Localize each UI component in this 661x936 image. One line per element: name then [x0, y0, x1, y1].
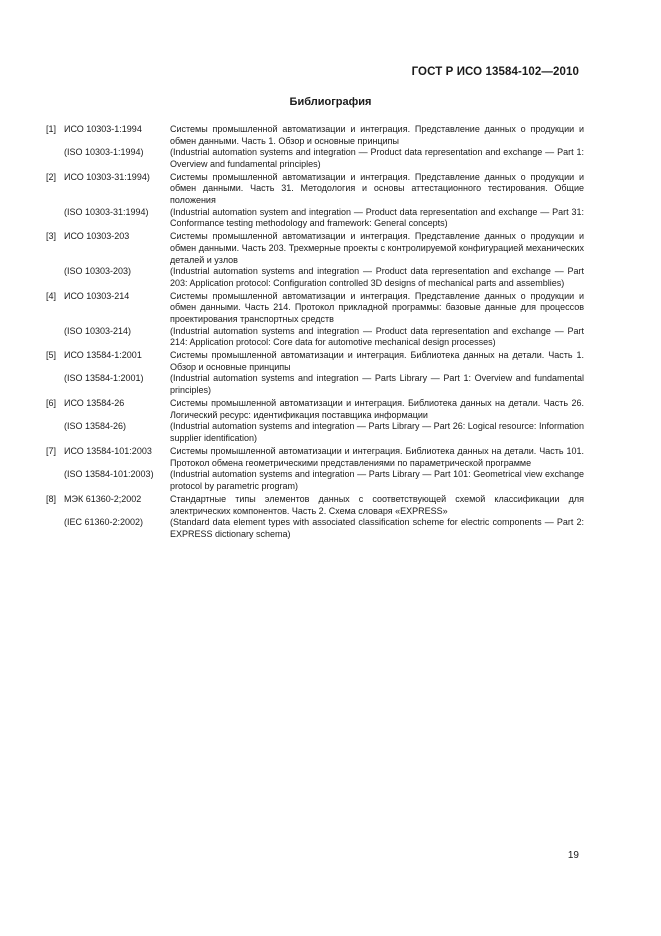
- entry-number: [2]: [46, 171, 57, 182]
- entry-title-en: (Industrial automation systems and integration — Product data representation and exchange — Part 1: Overview and fundamental principles): [170, 147, 584, 169]
- bibliography-entry: [46, 446, 584, 492]
- entry-code: ИСО 10303-203: [64, 231, 130, 242]
- entry-title-en: (Industrial automation systems and integration — Product data representation and exchange — Part 214: Application protocol: Core data for automotive mechanical design processes): [170, 325, 584, 348]
- bibliography-entry: [46, 172, 584, 230]
- standard-designation: ГОСТ Р ИСО 13584-102—2010: [411, 66, 579, 78]
- entry-title-ru: Системы промышленной автоматизации и интеграция. Библиотека данных на детали. Часть 26. Логический ресурс: идентификация поставщика информации: [170, 398, 584, 420]
- entry-title-en: (Standard data element types with associated classification scheme for electric components — Part 2: EXPRESS dictionary schema): [170, 517, 584, 539]
- entry-code: ИСО 13584-26: [64, 398, 125, 409]
- entry-original-code: (ISO 13584-26): [64, 421, 127, 432]
- entry-code: ИСО 10303-31:1994): [64, 171, 150, 182]
- entry-title-en: (Industrial automation systems and integration — Parts Library — Part 1: Overview and fundamental principles): [170, 373, 584, 396]
- bibliography-entry: [46, 494, 584, 540]
- entry-number: [7]: [46, 446, 57, 457]
- entry-number: [6]: [46, 398, 57, 409]
- entry-title-en: (Industrial automation system and integration — Product data representation and exchange — Part 31: Conformance testing methodology and framework: General concepts): [170, 206, 584, 229]
- bibliography-entry: [46, 398, 584, 444]
- bibliography-list: [46, 124, 584, 542]
- bibliography-entry: [46, 124, 584, 170]
- entry-number: [3]: [46, 231, 57, 242]
- entry-code: МЭК 61360-2;2002: [64, 493, 142, 504]
- entry-title-ru: Системы промышленной автоматизации и интеграция. Представление данных о продукции и обмен данными. Часть 203. Трехмерные проекты с контролируемой конфигурацией механических деталей и узлов: [170, 231, 584, 265]
- entry-original-code: (ISO 13584-101:2003): [64, 469, 154, 480]
- entry-number: [1]: [46, 124, 57, 134]
- entry-original-code: (ISO 13584-1:2001): [64, 373, 144, 384]
- entry-original-code: (ISO 10303-1:1994): [64, 147, 144, 158]
- entry-number: [5]: [46, 350, 57, 361]
- bibliography-entry: [46, 291, 584, 349]
- entry-title-ru: Системы промышленной автоматизации и интеграция. Библиотека данных на детали. Часть 1. Обзор и основные принципы: [170, 350, 584, 372]
- entry-title-ru: Системы промышленной автоматизации и интеграция. Представление данных о продукции и обмен данными. Часть 1. Обзор и основные принципы: [170, 124, 584, 146]
- entry-title-ru: Системы промышленной автоматизации и интеграция. Представление данных о продукции и обмен данными. Часть 214. Протокол прикладной программы: базовые данные для процессов проектирования транспортных средств: [170, 290, 584, 324]
- entry-original-code: (ISO 10303-31:1994): [64, 206, 149, 217]
- entry-title-ru: Системы промышленной автоматизации и интеграция. Библиотека данных на детали. Часть 101. Протокол обмена геометрическими представлениями по параметрической программе: [170, 446, 584, 468]
- entry-title-ru: Системы промышленной автоматизации и интеграция. Представление данных о продукции и обмен данными. Часть 31. Методология и основы аттестационного тестирования. Общие положения: [170, 171, 584, 206]
- page-number: 19: [567, 850, 579, 861]
- entry-code: ИСО 13584-1:2001: [64, 350, 142, 361]
- bibliography-entry: [46, 231, 584, 289]
- entry-number: [8]: [46, 493, 57, 504]
- entry-title-ru: Стандартные типы элементов данных с соответствующей схемой классификации для электрических компонентов. Часть 2. Схема словаря «EXPRESS»: [170, 493, 584, 516]
- page-title: Библиография: [289, 96, 372, 108]
- entry-title-en: (Industrial automation systems and integration — Product data representation and exchange — Part 203: Application protocol: Configuration controlled 3D designs of mechanical parts and assemblies): [170, 266, 584, 288]
- entry-number: [4]: [46, 290, 57, 301]
- entry-original-code: (IEC 61360-2:2002): [64, 517, 144, 528]
- entry-code: ИСО 10303-214: [64, 290, 130, 301]
- entry-title-en: (Industrial automation systems and integration — Parts Library — Part 101: Geometrical view exchange protocol by parametric program): [170, 469, 584, 491]
- bibliography-entry: [46, 350, 584, 396]
- entry-code: ИСО 10303-1:1994: [64, 124, 142, 134]
- entry-original-code: (ISO 10303-214): [64, 325, 132, 336]
- entry-code: ИСО 13584-101:2003: [64, 446, 152, 457]
- entry-original-code: (ISO 10303-203): [64, 266, 132, 277]
- entry-title-en: (Industrial automation systems and integration — Parts Library — Part 26: Logical resource: Information supplier identification): [170, 421, 584, 443]
